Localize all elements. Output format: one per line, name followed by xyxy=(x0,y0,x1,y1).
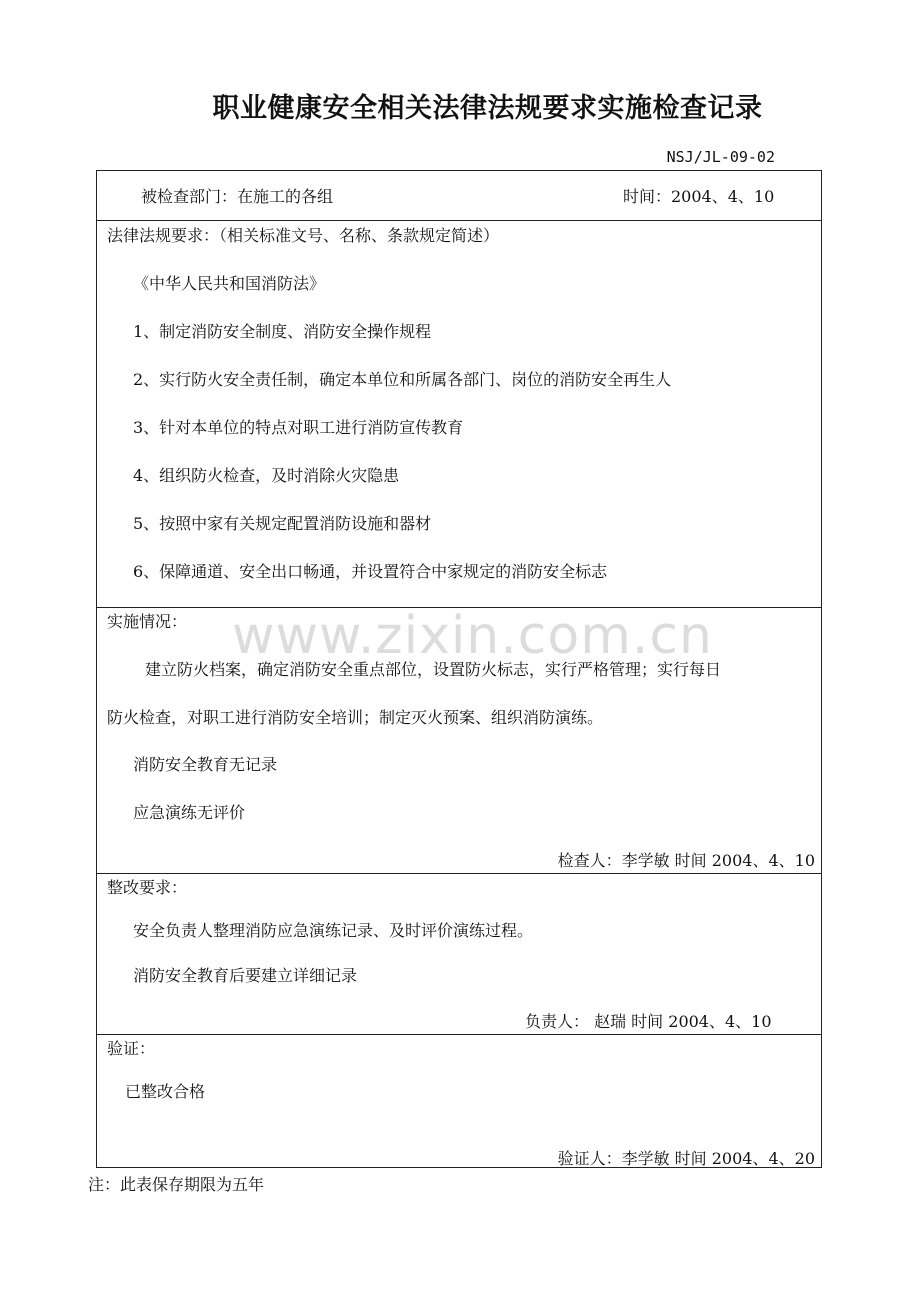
requirement-item: 1、制定消防安全制度、消防安全操作规程 xyxy=(133,322,432,341)
rectification-item: 消防安全教育后要建立详细记录 xyxy=(133,966,358,985)
verification-result: 已整改合格 xyxy=(125,1082,206,1101)
implementation-paragraph-line: 防火检查，对职工进行消防安全培训；制定灭火预案、组织消防演练。 xyxy=(107,708,604,727)
rectification-section xyxy=(97,874,821,1035)
implementation-heading: 实施情况： xyxy=(107,612,188,631)
requirement-item: 4、组织防火检查，及时消除火灾隐患 xyxy=(133,466,400,485)
document-code: NSJ/JL-09-02 xyxy=(666,148,775,166)
requirement-item: 3、针对本单位的特点对职工进行消防宣传教育 xyxy=(133,418,464,437)
requirements-section xyxy=(97,221,821,608)
inspector-signature: 检查人：李学敏 时间 2004、4、10 xyxy=(557,851,815,870)
verification-section xyxy=(97,1035,821,1169)
inspection-form xyxy=(96,170,822,1168)
implementation-item: 消防安全教育无记录 xyxy=(133,755,278,774)
date-field: 时间：2004、4、10 xyxy=(623,187,775,206)
rectification-item: 安全负责人整理消防应急演练记录、及时评价演练过程。 xyxy=(133,921,534,940)
requirement-item: 5、按照中家有关规定配置消防设施和器材 xyxy=(133,514,432,533)
header-row xyxy=(97,171,821,221)
verifier-signature: 验证人：李学敏 时间 2004、4、20 xyxy=(557,1149,815,1168)
law-title: 《中华人民共和国消防法》 xyxy=(133,274,326,293)
implementation-paragraph-line: 建立防火档案，确定消防安全重点部位，设置防火标志，实行严格管理；实行每日 xyxy=(145,660,722,679)
implementation-item: 应急演练无评价 xyxy=(133,803,246,822)
page-title: 职业健康安全相关法律法规要求实施检查记录 xyxy=(212,93,763,124)
requirements-heading: 法律法规要求：（相关标准文号、名称、条款规定简述） xyxy=(107,226,500,245)
verification-heading: 验证： xyxy=(107,1039,156,1058)
requirement-item: 2、实行防火安全责任制，确定本单位和所属各部门、岗位的消防安全再生人 xyxy=(133,370,672,389)
requirement-item: 6、保障通道、安全出口畅通，并设置符合中家规定的消防安全标志 xyxy=(133,562,608,581)
department-field: 被检查部门：在施工的各组 xyxy=(141,187,334,206)
rectification-heading: 整改要求： xyxy=(107,878,188,897)
retention-note: 注：此表保存期限为五年 xyxy=(88,1175,265,1194)
responsible-signature: 负责人： 赵瑞 时间 2004、4、10 xyxy=(525,1012,772,1031)
watermark: www.zixin.com.cn xyxy=(232,606,713,666)
